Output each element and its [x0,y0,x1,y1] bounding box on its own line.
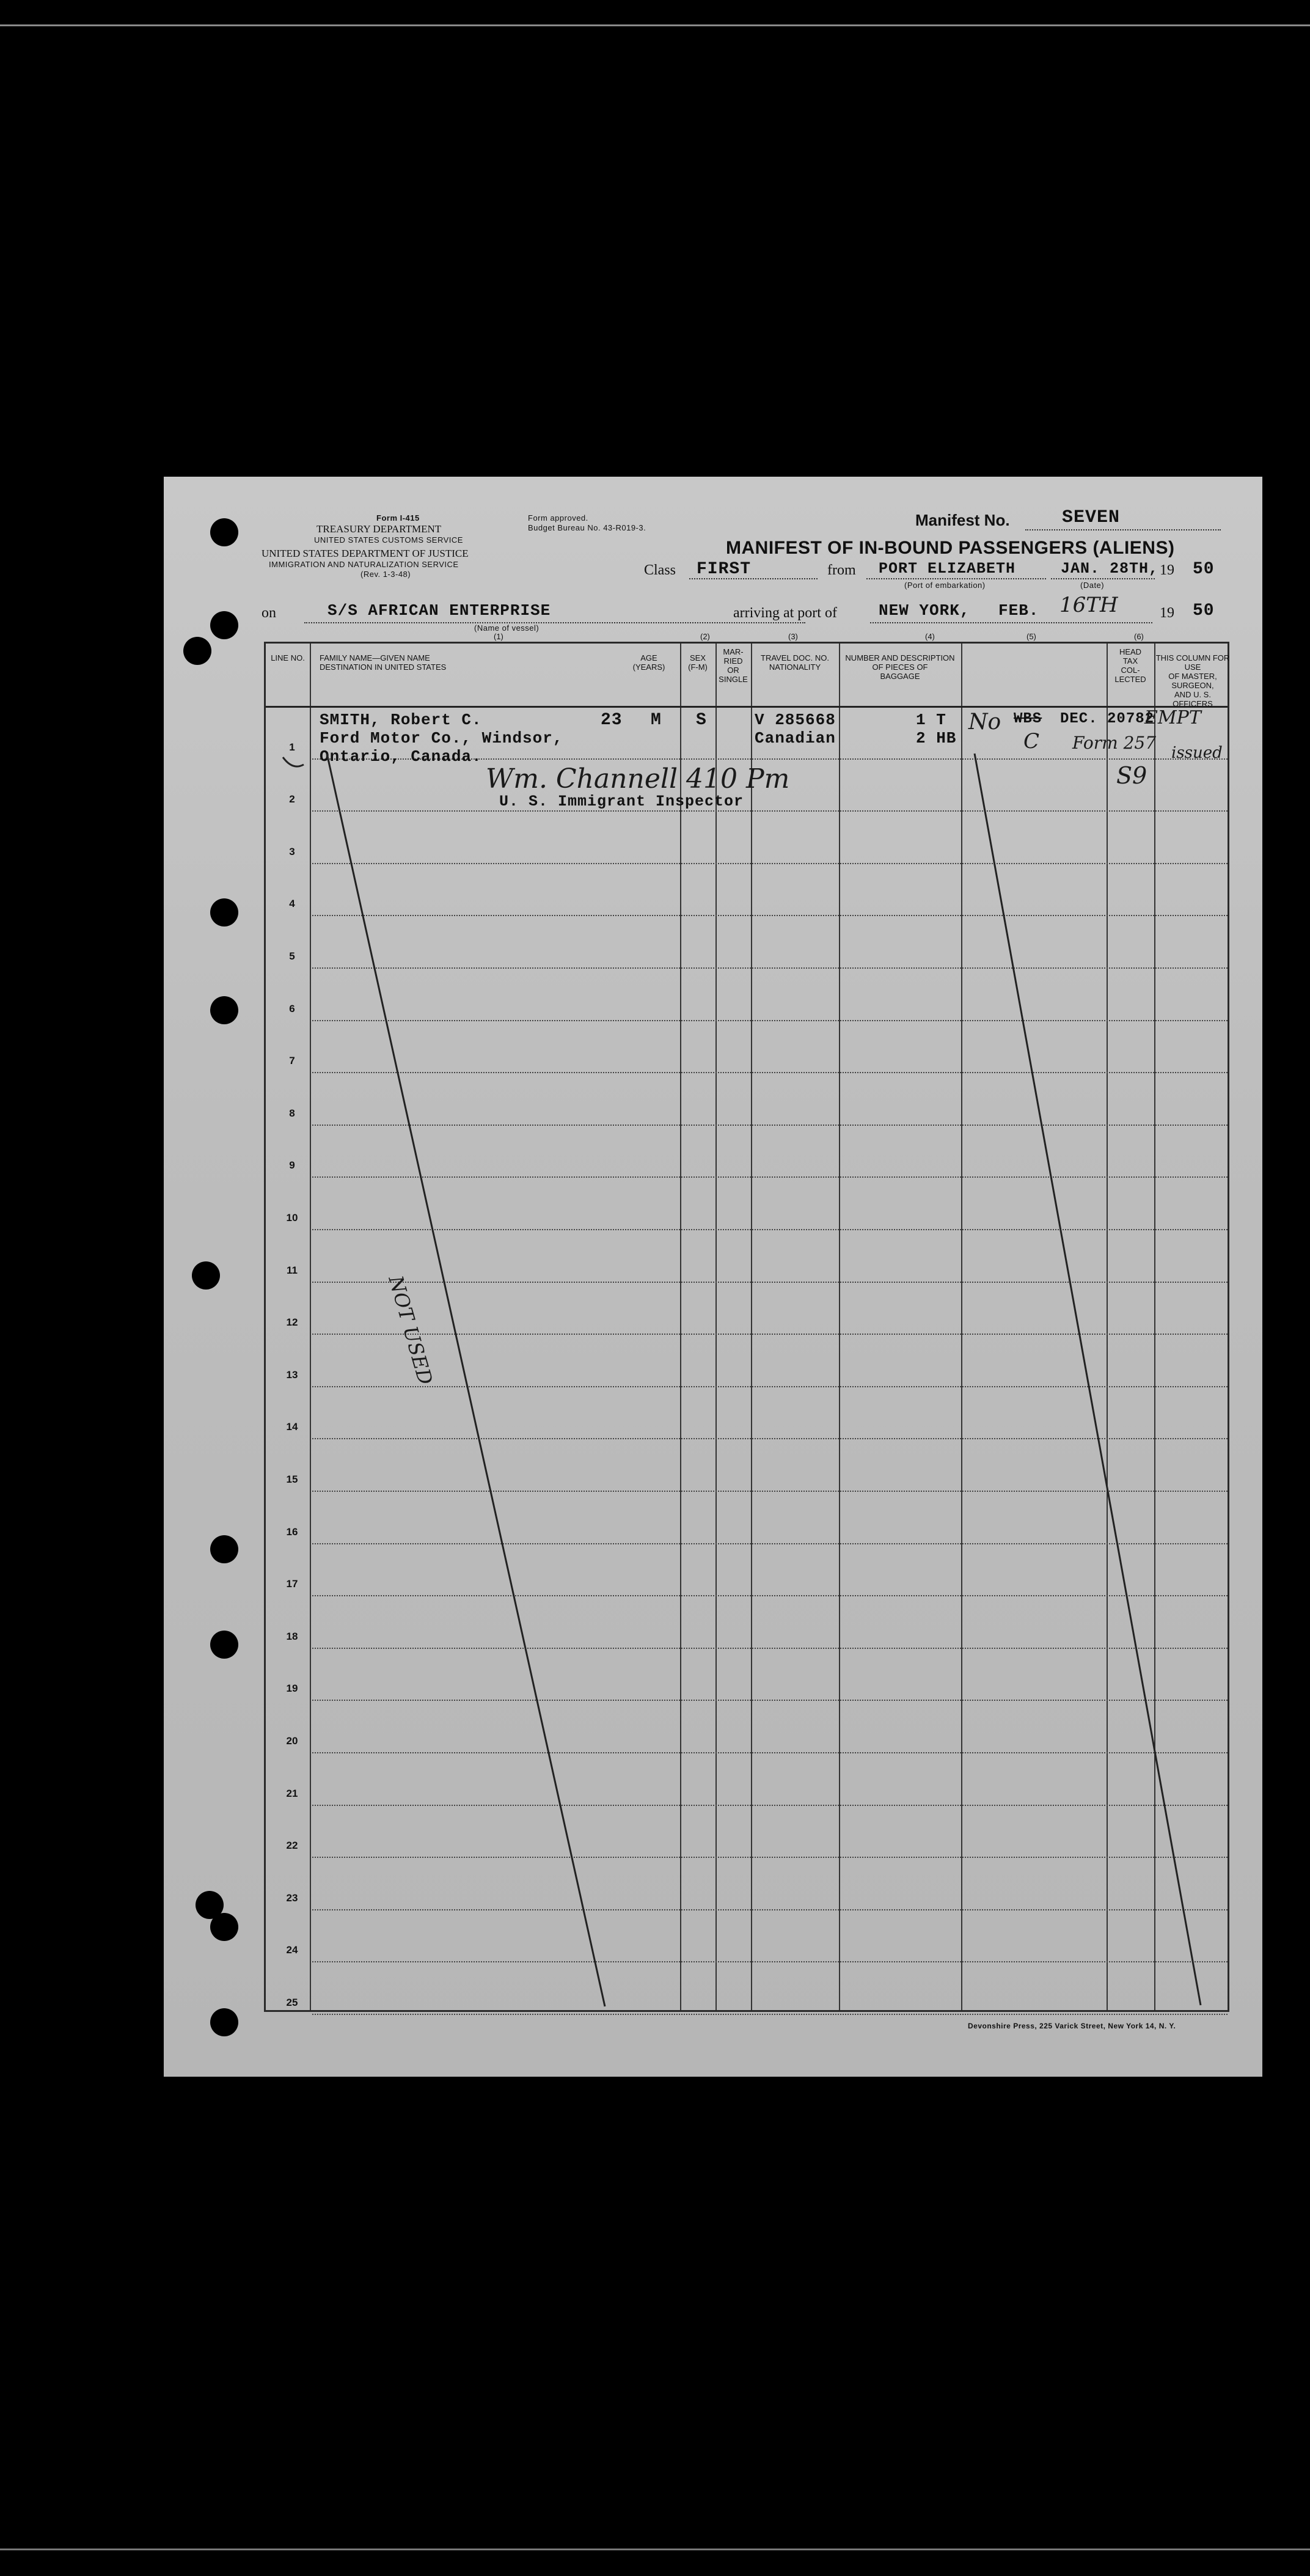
row-number: 5 [289,950,295,962]
row-number: 19 [286,1682,298,1695]
passenger-age: 23 [601,711,623,730]
year-prefix-2: 19 [1160,605,1174,621]
row-number: 24 [286,1944,298,1956]
year-prefix-1: 19 [1160,562,1174,578]
from-line [866,578,1046,579]
column-number: (3) [788,632,798,641]
row-number: 11 [287,1264,298,1276]
film-edge-bottom [0,2548,1310,2550]
punch-hole [210,1535,238,1563]
cross-out-line-right [975,754,1201,2005]
head-tax-typed: WBS [1014,711,1042,727]
arrival-line [870,622,1152,623]
dept-immigration: IMMIGRATION AND NATURALIZATION SERVICE [269,560,459,569]
cross-out-line-left [327,754,605,2006]
passenger-sex: M [651,711,662,730]
row-number: 3 [289,845,295,857]
column-number: (4) [925,632,935,641]
passenger-dest-1: Ford Motor Co., Windsor, [320,729,563,747]
passenger-name: SMITH, Robert C. [320,711,482,729]
on-label: on [262,605,276,621]
manifest-number: SEVEN [1062,507,1121,528]
passenger-table [264,642,1229,2012]
not-used-note: NOT USED [384,1273,437,1388]
manifest-sheet [164,477,1262,2077]
arriving-label: arriving at port of [730,605,841,622]
check-mark [283,757,304,766]
officer-hand-code: S9 [1116,762,1147,789]
row-number: 22 [286,1840,298,1852]
travel-doc-number: V 285668 [755,711,836,729]
form-approved: Form approved. [528,513,588,523]
form-number: Form I-415 [376,513,420,523]
punch-hole [210,898,238,927]
dept-customs: UNITED STATES CUSTOMS SERVICE [314,535,463,545]
manifest-no-line [1025,529,1221,530]
row-number: 16 [286,1525,298,1538]
header-name: FAMILY NAME—GIVEN NAME DESTINATION IN UNITED STATES [320,653,447,672]
punch-hole [192,1261,220,1290]
row-number: 6 [289,1002,295,1015]
row-number: 13 [286,1368,298,1381]
punch-hole [210,2008,238,2036]
row-number: 12 [286,1316,298,1329]
nationality: Canadian [755,729,836,747]
punch-hole [210,1631,238,1659]
row-number: 8 [289,1107,295,1119]
row-number: 1 [289,741,295,753]
header-sex: SEX (F-M) [688,653,708,672]
row-number: 7 [289,1055,295,1067]
column-number: (2) [700,632,710,641]
vessel-caption: (Name of vessel) [474,623,540,633]
port-embarkation-caption: (Port of embarkation) [904,581,986,590]
column-number: (5) [1026,632,1036,641]
punch-hole [183,637,211,665]
head-tax-hand: C [1023,729,1040,754]
row-number: 20 [286,1735,298,1747]
row-number: 21 [286,1787,298,1799]
year-2: 50 [1193,601,1215,620]
row-number: 14 [286,1421,298,1433]
header-age: AGE (YEARS) [632,653,665,672]
officer-hand-issued: issued [1171,744,1223,762]
date-caption: (Date) [1080,581,1105,590]
vessel-name: S/S AFRICAN ENTERPRISE [328,601,551,620]
arrival-port: NEW YORK, [879,601,970,620]
header-travel-doc: TRAVEL DOC. NO. NATIONALITY [761,653,829,672]
class-value: FIRST [697,560,752,579]
officer-hand-form: Form 257 [1072,733,1157,753]
row-number: 18 [286,1630,298,1642]
inspector-title: U. S. Immigrant Inspector [499,793,744,810]
column-number: (6) [1134,632,1144,641]
header-line-no: LINE NO. [271,653,305,662]
inspector-signature: Wm. Channell 410 Pm [486,763,790,794]
form-revision: (Rev. 1-3-48) [360,570,411,579]
dept-justice: UNITED STATES DEPARTMENT OF JUSTICE [262,548,469,559]
officer-hand-exempt: EMPT [1144,707,1201,728]
budget-bureau: Budget Bureau No. 43-R019-3. [528,523,646,532]
punch-hole [210,611,238,639]
row-number: 10 [286,1212,298,1224]
row-number: 4 [289,898,295,910]
passenger-dest-2: Ontario, Canada. [320,747,482,766]
arrival-month: FEB. [998,601,1039,620]
date-line [1051,578,1155,579]
manifest-title: MANIFEST OF IN-BOUND PASSENGERS (ALIENS) [726,538,1175,558]
from-label: from [827,562,856,578]
arrival-day: 16TH [1059,593,1118,617]
year-1: 50 [1193,560,1215,579]
baggage-1: 1 T [916,711,946,729]
header-married: MAR- RIED OR SINGLE [719,647,748,684]
port-embarkation: PORT ELIZABETH [879,560,1016,578]
table-row [312,2014,1228,2015]
embark-date: JAN. 28TH, [1061,560,1159,578]
row-number: 9 [289,1159,295,1172]
row-number: 25 [286,1997,298,2008]
printer-imprint: Devonshire Press, 225 Varick Street, New York 14, N. Y. [968,2022,1176,2030]
row-number: 15 [286,1473,298,1485]
film-edge-top [0,24,1310,26]
baggage-note: No [968,710,1001,735]
header-officers: THIS COLUMN FOR USE OF MASTER, SURGEON, AND U. S. OFFICERS [1155,653,1230,708]
column-number: (1) [494,632,503,641]
dept-treasury: TREASURY DEPARTMENT [317,523,442,535]
vessel-line [304,622,805,623]
row-number: 2 [289,793,295,805]
class-label: Class [644,562,676,578]
punch-hole [210,1913,238,1941]
baggage-2: 2 HB [916,729,957,747]
manifest-label: Manifest No. [915,511,1010,529]
header-baggage: NUMBER AND DESCRIPTION OF PIECES OF BAGGAGE [845,653,955,681]
row-number: 23 [286,1892,298,1904]
passenger-married: S [696,711,707,730]
officer-typed: DEC. 20782 [1060,711,1155,727]
row-number: 17 [286,1578,298,1590]
punch-hole [210,996,238,1024]
header-head-tax: HEAD TAX COL- LECTED [1114,647,1146,684]
punch-hole [210,518,238,546]
